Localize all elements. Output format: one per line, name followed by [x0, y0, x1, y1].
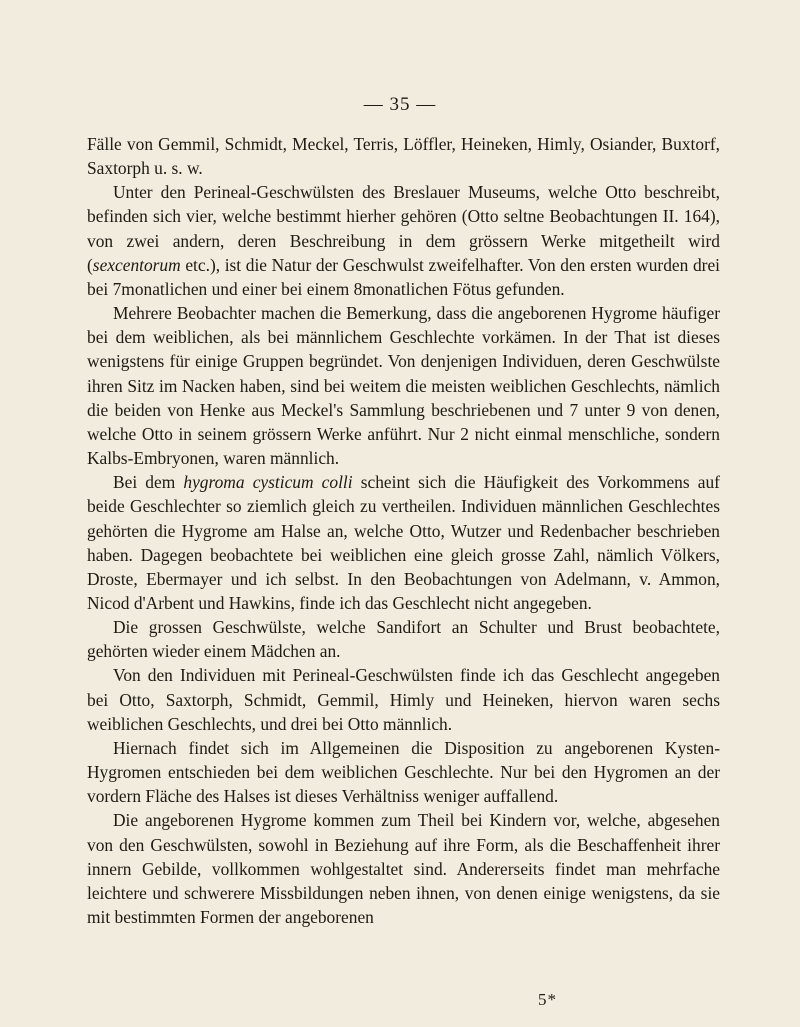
signature-mark: 5* [538, 990, 557, 1009]
paragraph [87, 470, 720, 615]
text-run: etc.), ist die Natur der Geschwulst zweifelhafter. Von den ersten wurden drei bei 7monatlichen und einer bei einem 8monatlichen Fötus gefunden. [87, 254, 720, 299]
paragraph [87, 736, 720, 808]
text-run: Fälle von Gemmil, Schmidt, Meckel, Terris, Löffler, Heineken, Himly, Osiander, Buxtorf, Saxtorph u. s. w. [87, 134, 720, 179]
paragraph [87, 615, 720, 663]
page-number: — 35 — [363, 94, 437, 115]
paragraph [87, 808, 720, 929]
text-run: Die grossen Geschwülste, welche Sandifort an Schulter und Brust beobachtete, gehörten wieder einem Mädchen an. [87, 617, 720, 662]
text-run: Bei dem [113, 472, 184, 493]
body-text [87, 132, 720, 929]
italic-term: hygroma cysticum colli [183, 472, 353, 493]
text-run: Von den Individuen mit Perineal-Geschwülsten finde ich das Geschlecht angegeben bei Otto, Saxtorph, Schmidt, Gemmil, Himly und Heineken, hiervon waren sechs weiblichen Geschlechts, und drei bei Otto männlich. [87, 665, 720, 734]
text-run: scheint sich die Häufigkeit des Vorkommens auf beide Geschlechter so ziemlich gleich zu vertheilen. Individuen männlichen Geschlechtes gehörten die Hygrome am Halse an, welche Otto, Wutzer und Redenbacher beschrieben haben. Dagegen beobachtete bei weiblichen eine gleich grosse Zahl, nämlich Völkers, Droste, Ebermayer und ich selbst. In den Beobachtungen von Adelmann, v. Ammon, Nicod d'Arbent und Hawkins, finde ich das Geschlecht nicht angegeben. [87, 472, 720, 613]
paragraph [87, 663, 720, 735]
italic-term: sexcentorum [92, 254, 181, 275]
text-run: Hiernach findet sich im Allgemeinen die Disposition zu angeborenen Kysten-Hygromen entschieden bei dem weiblichen Geschlechte. Nur bei den Hygromen an der vordern Fläche des Halses ist dieses Verhältniss weniger auffallend. [87, 737, 720, 807]
text-run: Unter den Perineal-Geschwülsten des Breslauer Museums, welche Otto beschreibt, befinden sich vier, welche bestimmt hierher gehören (Otto seltne Beobachtungen II. 164), von zwei andern, deren Beschreibung in dem grössern Werke mitgetheilt wird ( [87, 182, 720, 275]
paragraph [87, 180, 720, 301]
paragraph [87, 301, 720, 470]
text-run: Die angeborenen Hygrome kommen zum Theil bei Kindern vor, welche, abgesehen von den Geschwülsten, sowohl in Beziehung auf ihre Form, als die Beschaffenheit ihrer innern Gebilde, vollkommen wohlgestaltet sind. Andererseits findet man mehrfache leichtere und schwerere Missbildungen neben ihnen, von denen einige wenigstens, da sie mit bestimmten Formen der angeborenen [87, 810, 720, 927]
text-run: Mehrere Beobachter machen die Bemerkung, dass die angeborenen Hygrome häufiger bei dem weiblichen, als bei männlichem Geschlechte vorkämen. In der That ist dieses wenigstens für einige Gruppen begründet. Von denjenigen Individuen, deren Geschwülste ihren Sitz im Nacken haben, sind bei weitem die meisten weiblichen Geschlechts, nämlich die beiden von Henke aus Meckel's Sammlung beschriebenen und 7 unter 9 von denen, welche Otto in seinem grössern Werke anführt. Nur 2 nicht einmal menschliche, sondern Kalbs-Embryonen, waren männlich. [87, 303, 720, 469]
paragraph [87, 132, 720, 180]
